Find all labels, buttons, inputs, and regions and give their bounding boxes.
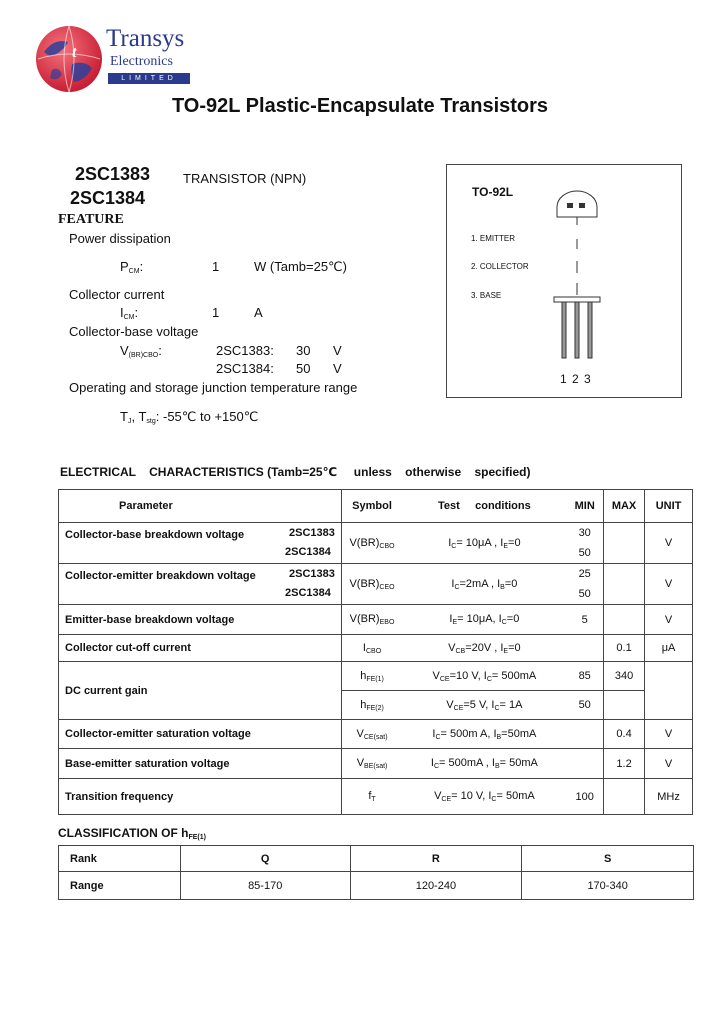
pcm-unit: W (Tamb=25℃) (254, 259, 347, 274)
pin2-label: 2. COLLECTOR (471, 262, 529, 271)
table-row (59, 523, 693, 564)
unit-cell: V (645, 605, 693, 635)
vbr1-unit: V (333, 343, 342, 358)
company-logo-globe-icon (34, 24, 104, 94)
param-part2: 2SC1384 (285, 587, 331, 599)
unit-cell: V (645, 749, 693, 779)
table-row (59, 749, 693, 779)
company-line3: LIMITED (108, 73, 190, 84)
classification-heading: CLASSIFICATION OF $h_{FE(1)}$ (58, 826, 206, 841)
company-name: Transys (106, 25, 185, 52)
min-cell: 50 (566, 691, 603, 720)
table-row (59, 720, 693, 749)
pin-numbers: 1 2 3 (560, 372, 592, 386)
param-name: Transition frequency (59, 779, 342, 815)
symbol-cell: $h_{FE(2)}$ (341, 691, 402, 720)
vbr2-unit: V (333, 361, 342, 376)
page-title: TO-92L Plastic-Encapsulate Transistors (171, 95, 549, 117)
min-cell: 25 50 (566, 564, 603, 605)
max-cell: 340 (603, 662, 644, 691)
icm-unit: A (254, 305, 263, 320)
min-cell (566, 749, 603, 779)
pin1-label: 1. EMITTER (471, 234, 516, 243)
max-cell (603, 564, 644, 605)
transistor-type: TRANSISTOR (NPN) (183, 171, 307, 186)
header-unit: UNIT (645, 490, 693, 523)
temperature-range-label: Operating and storage junction temperature range (69, 380, 358, 395)
pcm-value: 1 (212, 259, 220, 274)
symbol-cell: $V(BR)_{CEO}$ (341, 564, 402, 605)
table-row (59, 605, 693, 635)
param-name: Collector-emitter breakdown voltage (65, 570, 256, 582)
param-part1: 2SC1383 (289, 527, 335, 539)
max-cell (603, 523, 644, 564)
unit-cell: MHz (645, 779, 693, 815)
param-part2: 2SC1384 (285, 546, 331, 558)
test-cell: $I_C=2mA$ , $I_B=0$ (402, 564, 566, 605)
unit-cell: V (645, 720, 693, 749)
min-cell: 85 (566, 662, 603, 691)
table-row (59, 846, 694, 872)
table-row (59, 635, 693, 662)
vbr-symbol: $V_{(BR)CBO}$: (120, 343, 162, 359)
param-name: Emitter-base breakdown voltage (59, 605, 342, 635)
temperature-range-value: $T_J$, $T_{stg}$: -55℃ to +150℃ (120, 409, 259, 425)
max-cell (603, 605, 644, 635)
param-name: Collector-base breakdown voltage (65, 529, 245, 541)
param-name: DC current gain (59, 662, 342, 720)
test-cell: $V_{CE}=5$ V, $I_C= 1A$ (402, 691, 566, 720)
unit-cell: μA (645, 635, 693, 662)
max-cell (603, 691, 644, 720)
pcm-symbol: $P_{CM}$: (120, 259, 144, 275)
vbr1-part: 2SC1383: (216, 343, 274, 358)
electrical-characteristics-heading: ELECTRICAL CHARACTERISTICS (Tamb=25℃ unless otherwise specified) (60, 465, 531, 479)
svg-text:t: t (72, 44, 77, 61)
symbol-cell: $I_{CBO}$ (341, 635, 402, 662)
test-cell: $V_{CB}=20V$ , $I_E=0$ (402, 635, 566, 662)
table-row (59, 662, 693, 691)
collector-base-voltage-label: Collector-base voltage (69, 324, 199, 339)
table-row (59, 564, 693, 605)
icm-symbol: $I_{CM}$: (120, 305, 139, 321)
classification-table (58, 845, 694, 900)
param-name: Base-emitter saturation voltage (59, 749, 342, 779)
power-dissipation-label: Power dissipation (69, 231, 171, 246)
electrical-characteristics-table (58, 489, 693, 815)
test-cell: $V_{CE}=10$ V, $I_C= 500mA$ (402, 662, 566, 691)
symbol-cell: $h_{FE(1)}$ (341, 662, 402, 691)
symbol-cell: $V_{CE(sat)}$ (341, 720, 402, 749)
param-part1: 2SC1383 (289, 568, 335, 580)
symbol-cell: $V(BR)_{CBO}$ (341, 523, 402, 564)
rank-r: R (350, 846, 522, 872)
company-line2: Electronics (110, 54, 173, 69)
unit-cell (645, 662, 693, 720)
min-cell (566, 720, 603, 749)
feature-heading: FEATURE (58, 212, 124, 227)
collector-current-label: Collector current (69, 287, 165, 302)
rank-q: Q (180, 846, 350, 872)
test-cell: $V_{CE}= 10$ V, $I_C= 50mA$ (402, 779, 566, 815)
range-s: 170-340 (522, 872, 694, 900)
part-number-2: 2SC1384 (70, 188, 146, 208)
min-cell: 100 (566, 779, 603, 815)
symbol-cell: $V(BR)_{EBO}$ (341, 605, 402, 635)
icm-value: 1 (212, 305, 220, 320)
vbr2-value: 50 (296, 361, 311, 376)
test-cell: $I_C= 500m$ A, $I_B=50mA$ (402, 720, 566, 749)
header-symbol: Symbol (341, 490, 402, 523)
min-cell: 5 (566, 605, 603, 635)
symbol-cell: $V_{BE(sat)}$ (341, 749, 402, 779)
header-test-conditions: Test conditions (402, 490, 566, 523)
table-header-row (59, 490, 693, 523)
to92l-package-icon (547, 187, 607, 367)
max-cell (603, 779, 644, 815)
range-q: 85-170 (180, 872, 350, 900)
vbr2-part: 2SC1384: (216, 361, 274, 376)
rank-label: Rank (59, 846, 181, 872)
param-name: Collector cut-off current (59, 635, 342, 662)
package-title: TO-92L (472, 185, 514, 199)
range-label: Range (59, 872, 181, 900)
rank-s: S (522, 846, 694, 872)
header-min: MIN (566, 490, 603, 523)
table-row (59, 779, 693, 815)
param-name: Collector-emitter saturation voltage (59, 720, 342, 749)
header-parameter: Parameter (59, 490, 342, 523)
test-cell: $I_C= 10\mu A$ , $I_E=0$ (402, 523, 566, 564)
part-number-1: 2SC1383 (75, 164, 151, 184)
table-row (59, 872, 694, 900)
test-cell: $I_C= 500mA$ , $I_B= 50mA$ (402, 749, 566, 779)
min-cell (566, 635, 603, 662)
unit-cell: V (645, 564, 693, 605)
header-max: MAX (603, 490, 644, 523)
max-cell: 0.1 (603, 635, 644, 662)
test-cell: $I_E= 10\mu A$, $I_C=0$ (402, 605, 566, 635)
symbol-cell: $f_T$ (341, 779, 402, 815)
pin3-label: 3. BASE (471, 291, 502, 300)
unit-cell: V (645, 523, 693, 564)
min-cell: 30 50 (566, 523, 603, 564)
max-cell: 0.4 (603, 720, 644, 749)
package-box (446, 164, 682, 398)
vbr1-value: 30 (296, 343, 311, 358)
max-cell: 1.2 (603, 749, 644, 779)
range-r: 120-240 (350, 872, 522, 900)
